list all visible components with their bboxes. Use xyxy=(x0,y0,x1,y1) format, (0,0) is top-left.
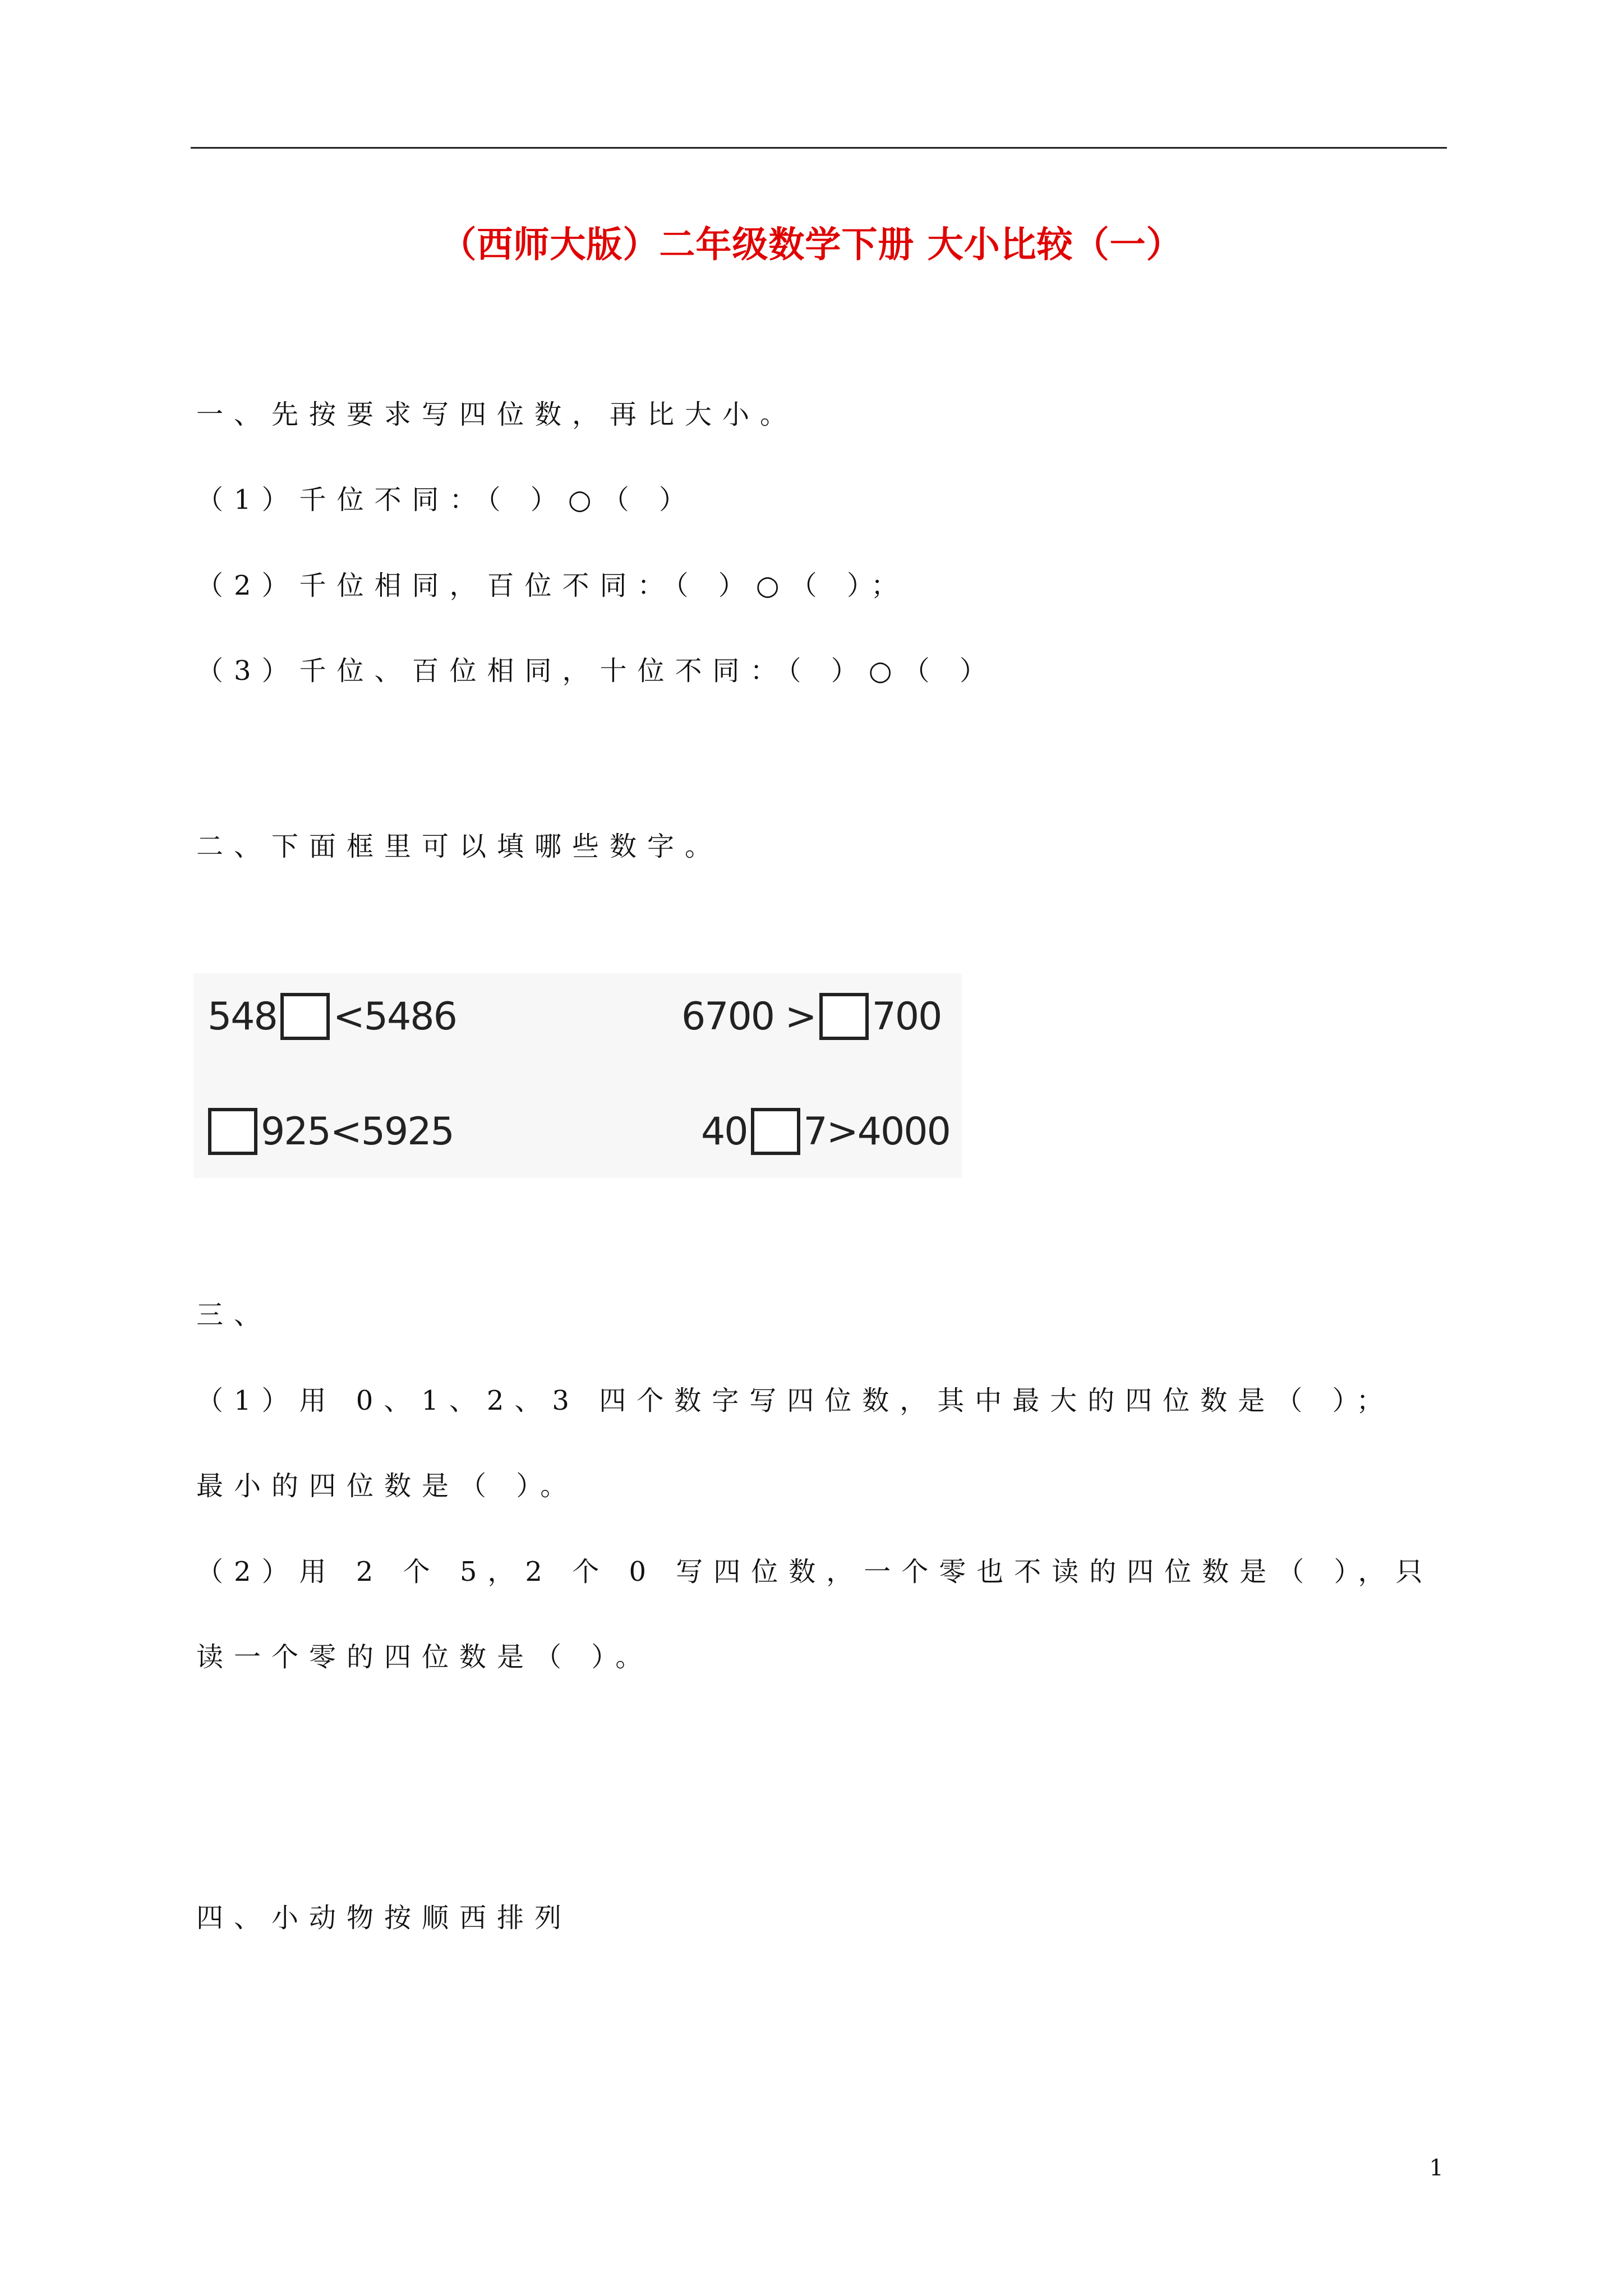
expression-4-before: 40 xyxy=(701,1109,748,1154)
fill-in-box-figure xyxy=(193,973,962,1178)
expression-2 xyxy=(681,993,941,1040)
section2-heading: 二、下面框里可以填哪些数字。 xyxy=(196,831,723,862)
expression-1 xyxy=(208,993,457,1040)
section1-heading: 一、先按要求写四位数，再比大小。 xyxy=(196,399,798,430)
expression-3-after: 925<5925 xyxy=(261,1109,454,1154)
section1-item-2: （2）千位相同，百位不同：（ ）○（ ）； xyxy=(196,570,909,601)
section1-item-1: （1）千位不同：（ ）○（ ） xyxy=(196,484,697,516)
page-title: （西师大版）二年级数学下册 大小比较（一） xyxy=(440,224,1183,266)
section3-line-2: 最小的四位数是（ ）。 xyxy=(196,1470,578,1502)
expression-1-after: <5486 xyxy=(333,994,457,1039)
answer-box xyxy=(280,993,330,1040)
section3-line-3: （2）用 2 个 5，2 个 0 写四位数，一个零也不读的四位数是（ ），只 xyxy=(196,1556,1433,1588)
expression-4 xyxy=(701,1108,950,1155)
expression-3 xyxy=(205,1108,454,1155)
section1-item-3: （3）千位、百位相同，十位不同：（ ）○（ ） xyxy=(196,655,997,687)
header-rule xyxy=(191,147,1447,149)
section3-line-4: 读一个零的四位数是（ ）。 xyxy=(196,1641,653,1673)
expression-1-before: 548 xyxy=(208,994,277,1039)
page-number: 1 xyxy=(1429,2155,1444,2181)
section3-heading: 三、 xyxy=(196,1299,272,1331)
answer-box xyxy=(208,1108,257,1155)
section3-line-1: （1）用 0、1、2、3 四个数字写四位数，其中最大的四位数是（ ）； xyxy=(196,1385,1394,1416)
expression-2-before: 6700 > xyxy=(681,994,816,1039)
section4-heading: 四、小动物按顺西排列 xyxy=(196,1902,573,1934)
answer-box xyxy=(751,1108,800,1155)
expression-4-after: 7>4000 xyxy=(803,1109,950,1154)
expression-2-after: 700 xyxy=(872,994,942,1039)
answer-box xyxy=(819,993,869,1040)
